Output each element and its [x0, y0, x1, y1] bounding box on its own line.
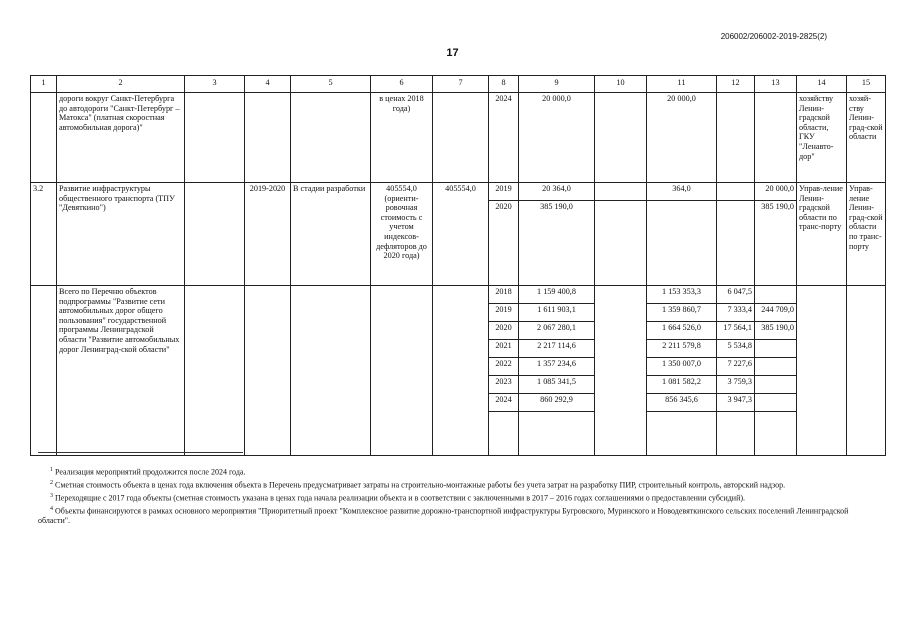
header-cell: 13 [755, 76, 797, 93]
header-row [31, 76, 886, 93]
developer-cell: хозяй-ству Ленин-град-ской области [847, 93, 886, 183]
total-cell: 20 364,0 [519, 183, 595, 201]
year-cell: 2020 [489, 201, 519, 286]
budget-cell [647, 201, 717, 286]
header-cell: 6 [371, 76, 433, 93]
total-cell: 2 067 280,1 [519, 322, 595, 340]
header-cell: 14 [797, 76, 847, 93]
local-budget-cell: 5 534,8 [717, 340, 755, 358]
year-cell: 2021 [489, 340, 519, 358]
footnote: $^3$ Переходящие с 2017 года объекты (сметная стоимость указана в ценах года начала реализации объекта и в соответствии с заключенными в 2017 – 2016 годах соглашениями о предоставлении субсидий). [50, 492, 746, 503]
period-cell: 2019-2020 [245, 183, 291, 286]
local-budget-cell: 3 759,3 [717, 376, 755, 394]
table-row [31, 183, 886, 201]
customer-cell: хозяйству Ленин-градской области, ГКУ "Ленавто-дор" [797, 93, 847, 183]
table-row [31, 93, 886, 183]
total-cell: 2 217 114,6 [519, 340, 595, 358]
header-cell: 2 [57, 76, 185, 93]
row-number: 3.2 [31, 183, 57, 286]
total-cell: 1 085 341,5 [519, 376, 595, 394]
budget-cell: 1 081 582,2 [647, 376, 717, 394]
footnotes [38, 452, 878, 527]
local-budget-cell: 7 227,6 [717, 358, 755, 376]
cost-cell: 405554,0 (ориенти-ровочная стоимость с учетом индексов-дефляторов до 2020 года) [371, 183, 433, 286]
budget-cell: 2 211 579,8 [647, 340, 717, 358]
total-cell: 1 611 903,1 [519, 304, 595, 322]
local-budget-cell: 17 564,1 [717, 322, 755, 340]
object-name: дороги вокруг Санкт-Петербурга до автодороги "Санкт-Петербург – Матокса" (платная скоростная автомобильная дорога)" [57, 93, 185, 183]
object-name: Развитие инфраструктуры общественного транспорта (ТПУ "Девяткино") [57, 183, 185, 286]
local-budget-cell [717, 201, 755, 286]
year-cell: 2023 [489, 376, 519, 394]
header-cell: 10 [595, 76, 647, 93]
other-cell: 244 709,0 [755, 304, 797, 322]
total-cell: 20 000,0 [519, 93, 595, 183]
total-name: Всего по Перечню объектов подпрограммы "Развитие сети автомобильных дорог общего пользования" государственной программы Ленинградской области "Развитие автомобильных дорог Ленинград-ской области" [57, 286, 185, 456]
year-cell: 2019 [489, 304, 519, 322]
local-budget-cell: 7 333,4 [717, 304, 755, 322]
other-cell: 385 190,0 [755, 201, 797, 286]
total-cell: 1 357 234,6 [519, 358, 595, 376]
total-cell: 385 190,0 [519, 201, 595, 286]
other-cell: 20 000,0 [755, 183, 797, 201]
footnote: $^2$ Сметная стоимость объекта в ценах года включения объекта в Перечень предусматривает затраты на строительно-монтажные работы без учета затрат на разработку ПИР, строительный контроль, авторский надзор. [50, 479, 786, 490]
other-cell [755, 358, 797, 376]
footnote: $^4$ Объекты финансируются в рамках основного мероприятия "Приоритетный проект "Комплексное развитие дорожно-транспортной инфраструктуры Бугровского, Муринского и Новодевяткинского сельских поселений Ленинградской области". [38, 505, 849, 526]
header-cell: 4 [245, 76, 291, 93]
other-cell [755, 286, 797, 304]
total-cell: 1 159 400,8 [519, 286, 595, 304]
header-cell: 11 [647, 76, 717, 93]
other-cell: 385 190,0 [755, 322, 797, 340]
other-cell [755, 394, 797, 412]
other-cell [755, 340, 797, 358]
stage-cell: В стадии разработки [291, 183, 371, 286]
developer-cell: Управ-ление Ленин-град-ской области по транс-порту [847, 183, 886, 286]
year-cell: 2018 [489, 286, 519, 304]
header-cell: 12 [717, 76, 755, 93]
header-cell: 9 [519, 76, 595, 93]
footnote: $^1$ Реализация мероприятий продолжится после 2024 года. [50, 467, 246, 477]
table-row [31, 286, 886, 304]
budget-cell: 1 153 353,3 [647, 286, 717, 304]
local-budget-cell: 6 047,5 [717, 286, 755, 304]
cost-note: в ценах 2018 года) [371, 93, 433, 183]
year-cell: 2024 [489, 394, 519, 412]
footnote-divider [38, 452, 243, 453]
year-cell: 2022 [489, 358, 519, 376]
budget-cell: 1 664 526,0 [647, 322, 717, 340]
cost-value-cell: 405554,0 [433, 183, 489, 286]
year-cell: 2024 [489, 93, 519, 183]
header-cell: 5 [291, 76, 371, 93]
header-cell: 8 [489, 76, 519, 93]
budget-cell: 856 345,6 [647, 394, 717, 412]
header-cell: 15 [847, 76, 886, 93]
budget-cell: 1 359 860,7 [647, 304, 717, 322]
local-budget-cell: 3 947,3 [717, 394, 755, 412]
budget-cell: 1 350 007,0 [647, 358, 717, 376]
customer-cell: Управ-ление Ленин-градской области по транс-порту [797, 183, 847, 286]
objects-table [30, 75, 886, 456]
page-number: 17 [446, 47, 459, 59]
header-cell: 3 [185, 76, 245, 93]
header-cell: 7 [433, 76, 489, 93]
year-cell: 2020 [489, 322, 519, 340]
budget-cell: 20 000,0 [647, 93, 717, 183]
budget-cell: 364,0 [647, 183, 717, 201]
document-id: 206002/206002-2019-2825(2) [720, 32, 827, 41]
year-cell: 2019 [489, 183, 519, 201]
header-cell: 1 [31, 76, 57, 93]
other-cell [755, 376, 797, 394]
total-cell: 860 292,9 [519, 394, 595, 412]
local-budget-cell [717, 183, 755, 201]
